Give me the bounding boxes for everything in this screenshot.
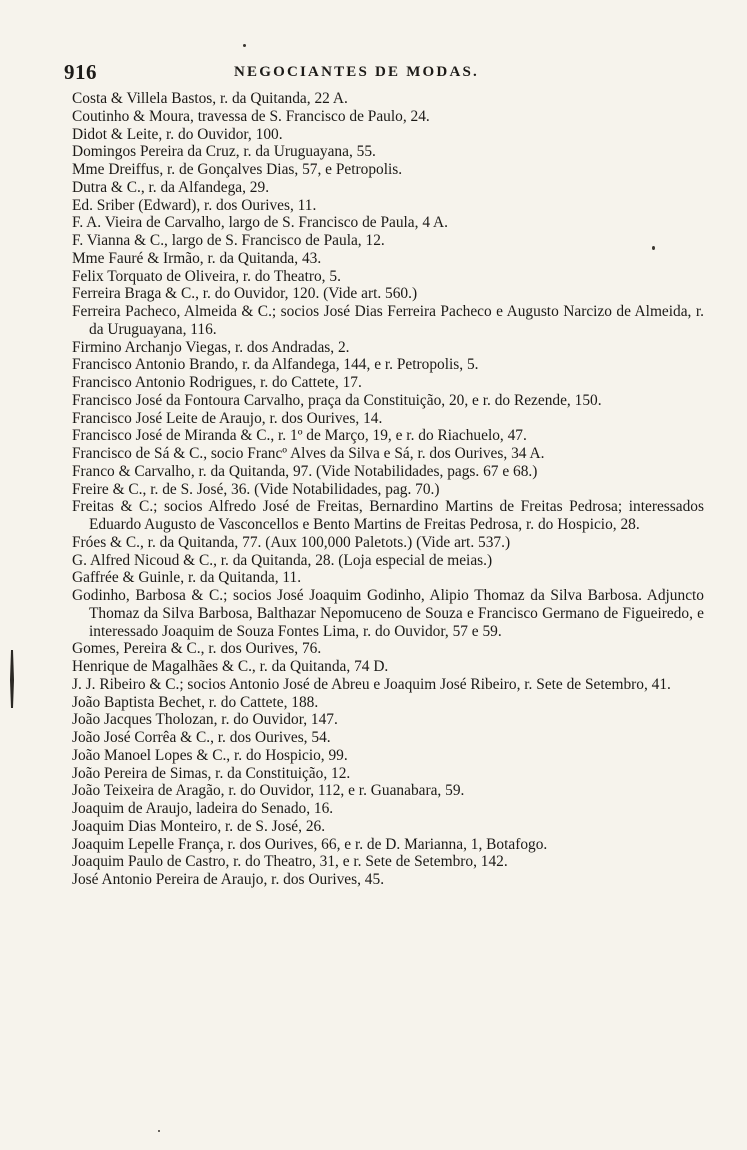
directory-entry: Francisco Antonio Rodrigues, r. do Cattete, 17. [72, 374, 362, 391]
directory-entry: Mme Fauré & Irmão, r. da Quitanda, 43. [72, 249, 322, 267]
directory-entry: Franco & Carvalho, r. da Quitanda, 97. (Vide Notabilidades, pags. 67 e 68.) [72, 462, 538, 480]
directory-entry: J. J. Ribeiro & C.; socios Antonio José de Abreu e Joaquim José Ribeiro, r. Sete de Setembro, 41. [72, 675, 671, 693]
directory-entry: Freitas & C.; socios Alfredo José de Freitas, Bernardino Martins de Freitas Pedrosa; interessados Eduardo Augusto de Vasconcellos e Bento Martins de Freitas Pedrosa, r. do Hospicio, 28. [72, 498, 704, 533]
directory-entry: F. Vianna & C., largo de S. Francisco de Paula, 12. [72, 232, 385, 249]
directory-entry: Gomes, Pereira & C., r. dos Ourives, 76. [72, 640, 322, 658]
directory-entry: Francisco José Leite de Araujo, r. dos Ourives, 14. [72, 409, 383, 427]
directory-entry: G. Alfred Nicoud & C., r. da Quitanda, 28. (Loja especial de meias.) [72, 551, 493, 569]
directory-entry: João Pereira de Simas, r. da Constituição, 12. [72, 764, 351, 782]
ink-speck [652, 246, 655, 250]
directory-entry: Freire & C., r. de S. José, 36. (Vide Notabilidades, pag. 70.) [72, 480, 440, 498]
directory-entry: Joaquim Lepelle França, r. dos Ourives, 66, e r. de D. Marianna, 1, Botafogo. [72, 835, 548, 853]
directory-entry: Francisco José de Miranda & C., r. 1º de Março, 19, e r. do Riachuelo, 47. [72, 427, 527, 445]
ink-speck [158, 1130, 160, 1132]
directory-entry: João José Corrêa & C., r. dos Ourives, 54. [72, 729, 331, 746]
directory-entry: Ed. Sriber (Edward), r. dos Ourives, 11. [72, 196, 317, 214]
directory-entry: Didot & Leite, r. do Ouvidor, 100. [72, 125, 283, 143]
directory-entry: Francisco Antonio Brando, r. da Alfandega, 144, e r. Petropolis, 5. [72, 356, 479, 374]
page-number: 916 [64, 60, 97, 84]
directory-entry: Joaquim Paulo de Castro, r. do Theatro, 31, e r. Sete de Setembro, 142. [72, 853, 508, 871]
directory-entry: Domingos Pereira da Cruz, r. da Uruguayana, 55. [72, 143, 376, 161]
directory-entry: Gaffrée & Guinle, r. da Quitanda, 11. [72, 569, 302, 587]
page-header [64, 60, 704, 86]
directory-entry: Joaquim Dias Monteiro, r. de S. José, 26. [72, 817, 326, 835]
directory-entry: Costa & Villela Bastos, r. da Quitanda, 22 A. [72, 90, 348, 107]
directory-entry: João Teixeira de Aragão, r. do Ouvidor, 112, e r. Guanabara, 59. [72, 782, 465, 800]
directory-entry: Henrique de Magalhães & C., r. da Quitanda, 74 D. [72, 658, 389, 675]
directory-entries [72, 90, 704, 889]
directory-entry: Fróes & C., r. da Quitanda, 77. (Aux 100,000 Paletots.) (Vide art. 537.) [72, 533, 511, 551]
margin-ink-mark [8, 650, 16, 708]
directory-entry: Ferreira Braga & C., r. do Ouvidor, 120. (Vide art. 560.) [72, 285, 418, 303]
directory-entry: João Baptista Bechet, r. do Cattete, 188. [72, 693, 319, 711]
directory-entry: João Manoel Lopes & C., r. do Hospicio, 99. [72, 746, 348, 764]
directory-entry: Mme Dreiffus, r. de Gonçalves Dias, 57, e Petropolis. [72, 161, 403, 178]
directory-entry: Coutinho & Moura, travessa de S. Francisco de Paulo, 24. [72, 107, 430, 125]
directory-entry: José Antonio Pereira de Araujo, r. dos Ourives, 45. [72, 871, 385, 888]
directory-entry: Firmino Archanjo Viegas, r. dos Andradas, 2. [72, 338, 350, 356]
directory-entry: Ferreira Pacheco, Almeida & C.; socios José Dias Ferreira Pacheco e Augusto Narcizo de Almeida, r. da Uruguayana, 116. [72, 303, 704, 338]
directory-entry: Joaquim de Araujo, ladeira do Senado, 16. [72, 800, 334, 817]
directory-entry: F. A. Vieira de Carvalho, largo de S. Francisco de Paula, 4 A. [72, 214, 448, 232]
directory-entry: João Jacques Tholozan, r. do Ouvidor, 147. [72, 711, 338, 729]
directory-entry: Dutra & C., r. da Alfandega, 29. [72, 178, 270, 196]
directory-entry: Felix Torquato de Oliveira, r. do Theatro, 5. [72, 267, 341, 285]
ink-speck [243, 44, 246, 47]
running-title: NEGOCIANTES DE MODAS. [234, 64, 479, 80]
directory-entry: Godinho, Barbosa & C.; socios José Joaquim Godinho, Alipio Thomaz da Silva Barbosa. Adjuncto Thomaz da Silva Barbosa, Balthazar Nepomuceno de Souza e Francisco Germano de Figueiredo, e interessado Joaquim de Souza Fontes Lima, r. do Ouvidor, 57 e 59. [72, 587, 704, 640]
directory-entry: Francisco José da Fontoura Carvalho, praça da Constituição, 20, e r. do Rezende, 150. [72, 391, 602, 409]
directory-entry: Francisco de Sá & C., socio Francº Alves da Silva e Sá, r. dos Ourives, 34 A. [72, 445, 545, 462]
